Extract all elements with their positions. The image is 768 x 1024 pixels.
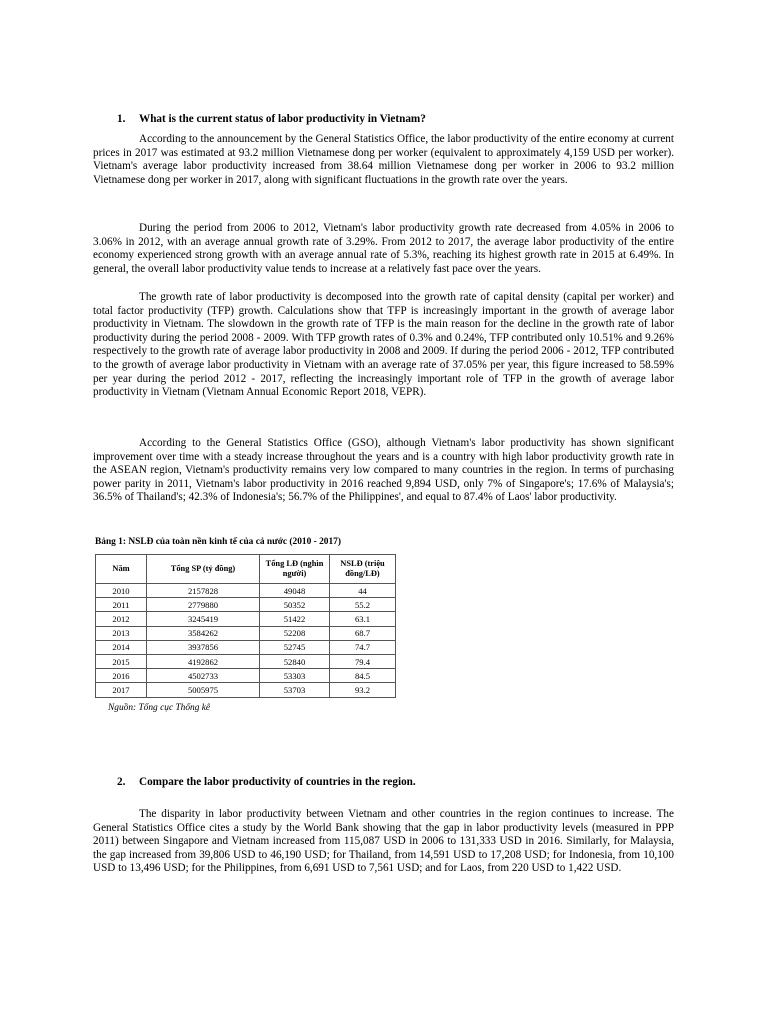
- table-row: [96, 584, 396, 598]
- table-cell: 49048: [260, 584, 330, 598]
- section-2-number: 2.: [117, 776, 126, 788]
- table-row: [96, 654, 396, 668]
- table-cell: 3937856: [147, 640, 260, 654]
- table-cell: 84.5: [330, 669, 396, 683]
- table-cell: 3245419: [147, 612, 260, 626]
- column-header: Năm: [96, 555, 147, 584]
- productivity-table: [95, 554, 396, 698]
- section-1-heading: [117, 112, 426, 126]
- table-cell: 52840: [260, 654, 330, 668]
- table-cell: 2016: [96, 669, 147, 683]
- section-1-number: 1.: [117, 113, 126, 125]
- table-cell: 2157828: [147, 584, 260, 598]
- table-cell: 44: [330, 584, 396, 598]
- paragraph: According to the announcement by the General Statistics Office, the labor productivity of the entire economy at current prices in 2017 was estimated at 93.2 million Vietnamese dong per worker (equivalent to approximately 4,159 USD per worker). Vietnam's average labor productivity increased from 38.64 million Vietnamese dong per worker in 2006 to 93.2 million Vietnamese dong per worker in 2017, along with significant fluctuations in the growth rate over the years.: [93, 133, 674, 186]
- table-cell: 68.7: [330, 626, 396, 640]
- table-cell: 79.4: [330, 654, 396, 668]
- section-2-title: Compare the labor productivity of countries in the region.: [139, 776, 416, 788]
- table-source: Nguồn: Tổng cục Thống kê: [108, 702, 211, 713]
- table-cell: 2014: [96, 640, 147, 654]
- table-row: [96, 598, 396, 612]
- table-row: [96, 640, 396, 654]
- table-cell: 52208: [260, 626, 330, 640]
- table-cell: 2010: [96, 584, 147, 598]
- table-cell: 2013: [96, 626, 147, 640]
- table-cell: 53703: [260, 683, 330, 697]
- table-header-row: [96, 555, 396, 584]
- table-cell: 2011: [96, 598, 147, 612]
- table-cell: 53303: [260, 669, 330, 683]
- table-cell: 50352: [260, 598, 330, 612]
- column-header: NSLĐ (triệu đồng/LĐ): [330, 555, 396, 584]
- table-cell: 93.2: [330, 683, 396, 697]
- table-cell: 4192862: [147, 654, 260, 668]
- paragraph: During the period from 2006 to 2012, Vietnam's labor productivity growth rate decreased from 4.05% in 2006 to 3.06% in 2012, with an average annual growth rate of 3.29%. From 2012 to 2017, the average labor productivity of the entire economy experienced strong growth with an average annual rate of 5.3%, reaching its highest growth rate in 2015 at 6.49%. In general, the overall labor productivity value tends to increase at a relatively fast pace over the years.: [93, 222, 674, 275]
- column-header: Tổng SP (tỷ đồng): [147, 555, 260, 584]
- table-title: Bảng 1: NSLĐ của toàn nền kinh tế của cả nước (2010 - 2017): [95, 537, 341, 547]
- productivity-table-figure: [93, 536, 397, 713]
- section-2-heading: [117, 775, 416, 789]
- paragraph: According to the General Statistics Office (GSO), although Vietnam's labor productivity has shown significant improvement over time with a steady increase throughout the years and is a country with high labor productivity growth rate in the ASEAN region, Vietnam's productivity remains very low compared to many countries in the region. In terms of purchasing power parity in 2011, Vietnam's labor productivity in 2016 reached 9,894 USD, only 7% of Singapore's; 17.6% of Malaysia's; 36.5% of Thailand's; 42.3% of Indonesia's; 56.7% of the Philippines', and equal to 87.4% of Laos' labor productivity.: [93, 437, 674, 504]
- table-row: [96, 612, 396, 626]
- table-cell: 4502733: [147, 669, 260, 683]
- table-cell: 3584262: [147, 626, 260, 640]
- table-cell: 74.7: [330, 640, 396, 654]
- table-cell: 63.1: [330, 612, 396, 626]
- column-header: Tổng LĐ (nghìn người): [260, 555, 330, 584]
- table-cell: 2015: [96, 654, 147, 668]
- table-cell: 52745: [260, 640, 330, 654]
- paragraph: The disparity in labor productivity between Vietnam and other countries in the region continues to increase. The General Statistics Office cites a study by the World Bank showing that the gap in labor productivity levels (measured in PPP 2011) between Singapore and Vietnam increased from 115,087 USD in 2006 to 131,333 USD in 2016. Similarly, for Malaysia, the gap increased from 39,806 USD to 46,190 USD; for Thailand, from 14,591 USD to 17,208 USD; for Indonesia, from 10,100 USD to 13,496 USD; for the Philippines, from 6,691 USD to 7,561 USD; and for Laos, from 220 USD to 1,422 USD.: [93, 808, 674, 875]
- table-row: [96, 626, 396, 640]
- paragraph: The growth rate of labor productivity is decomposed into the growth rate of capital density (capital per worker) and total factor productivity (TFP) growth. Calculations show that TFP is increasingly important in the growth of average labor productivity in Vietnam. The slowdown in the growth rate of TFP is the main reason for the decline in the growth rate of labor productivity during the period 2008 - 2009. With TFP growth rates of 0.3% and 0.24%, TFP contributed only 10.51% and 9.26% respectively to the growth rate of average labor productivity in 2008 and 2009. If during the period 2006 - 2012, TFP contributed to the growth of average labor productivity in Vietnam with an average rate of 37.05% per year, this figure increased to 58.59% per year during the period 2012 - 2017, reflecting the increasingly important role of TFP in the growth of average labor productivity in Vietnam (Vietnam Annual Economic Report 2018, VEPR).: [93, 291, 674, 399]
- table-cell: 55.2: [330, 598, 396, 612]
- section-1-title: What is the current status of labor productivity in Vietnam?: [139, 113, 426, 125]
- table-cell: 2017: [96, 683, 147, 697]
- table-cell: 2779880: [147, 598, 260, 612]
- table-cell: 51422: [260, 612, 330, 626]
- table-row: [96, 683, 396, 697]
- table-cell: 5005975: [147, 683, 260, 697]
- table-cell: 2012: [96, 612, 147, 626]
- table-row: [96, 669, 396, 683]
